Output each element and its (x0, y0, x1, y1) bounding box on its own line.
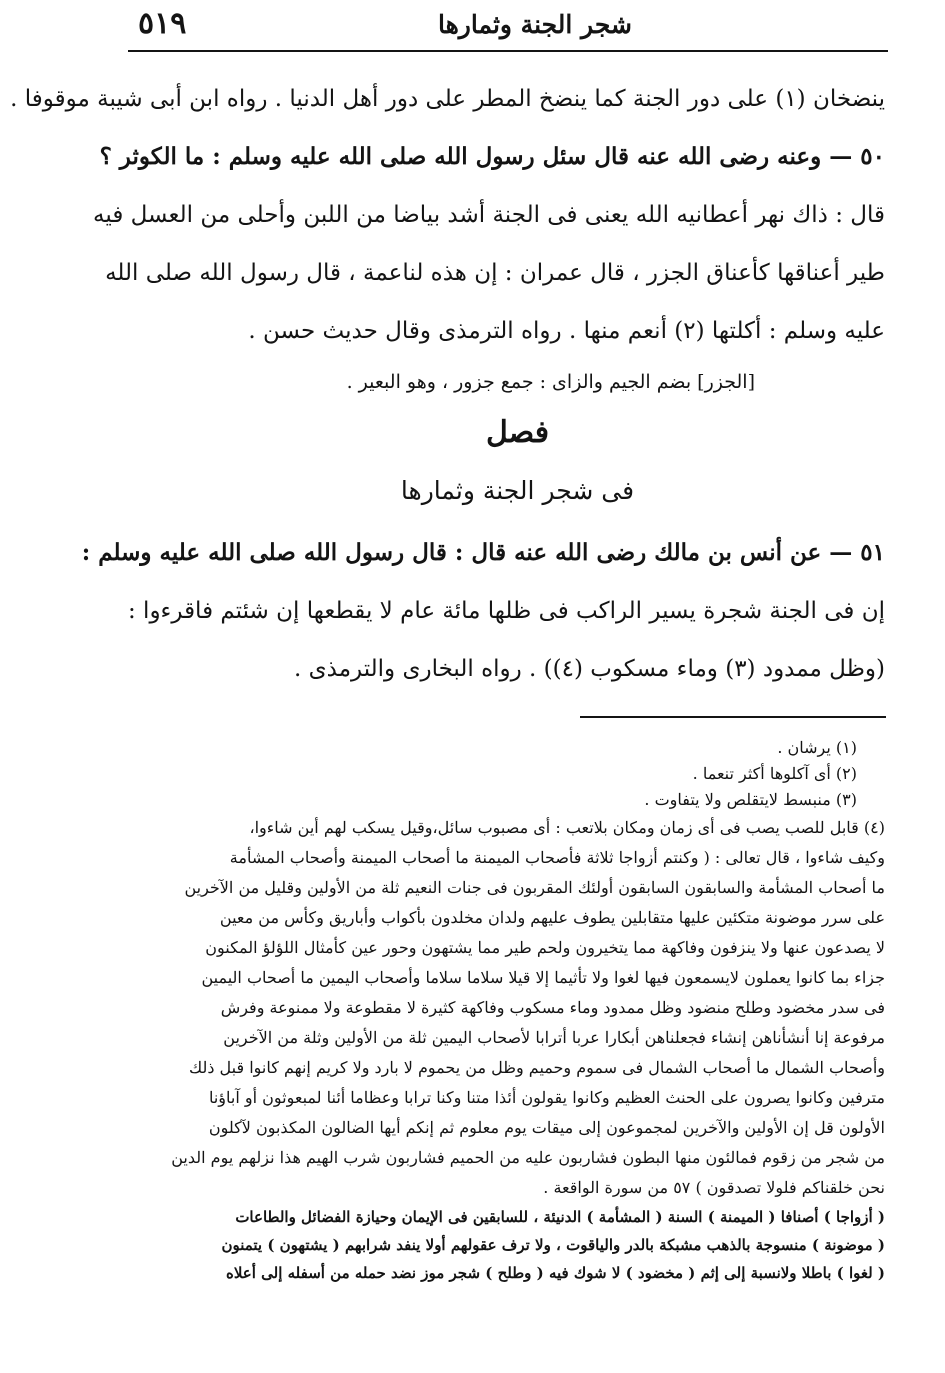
footnote-4-line: لا يصدعون عنها ولا ينزفون وفاكهة مما يتخيرون ولحم طير مما يشتهون وحور عين كأمثال اللؤلؤ المكنون (205, 938, 885, 957)
page-header (128, 6, 888, 46)
glossary-line: ( لغوا ) باطلا ولانسبة إلى إثم ( مخضود ) لا شوك فيه ( وطلح ) شجر موز نضد حمله من أسفله إلى أعلاه (225, 1264, 885, 1282)
body-line: قال : ذاك نهر أعطانيه الله يعنى فى الجنة أشد بياضا من اللبن وأحلى من العسل فيه (93, 202, 885, 228)
word-gloss: [الجزر] بضم الجيم والزاى : جمع جزور ، وهو البعير . (346, 371, 755, 393)
footnotes (130, 735, 885, 1287)
footnote-4-line: وكيف شاءوا ، قال تعالى : ( وكنتم أزواجا ثلاثة فأصحاب الميمنة ما أصحاب الميمنة وأصحاب المشأمة (229, 848, 885, 867)
page-number: ٥١٩ (138, 6, 187, 41)
footnote-4-line: وأصحاب الشمال ما أصحاب الشمال فى سموم وحميم وظل من يحموم لا بارد ولا كريم إنهم كانوا قبل ذلك (188, 1058, 885, 1077)
footnote-rule (580, 716, 886, 718)
section-subheading: فى شجر الجنة وثمارها (400, 476, 635, 505)
hadith-50-line: ٥٠ — وعنه رضى الله عنه قال سئل رسول الله صلى الله عليه وسلم : ما الكوثر ؟ (99, 143, 885, 170)
main-text (10, 70, 885, 698)
footnote-4-line: مترفين وكانوا يصرون على الحنث العظيم وكانوا يقولون أئذا متنا وكنا ترابا وعظاما أئنا لمبعوثون أو آباؤنا (208, 1088, 885, 1107)
footnote-3: (٣) منبسط لايتقلص ولا يتفاوت . (644, 790, 857, 809)
glossary-line: ( أزواجا ) أصنافا ( الميمنة ) السنة ( المشأمة ) الدنيئة ، للسابقين فى الإيمان وحيازة الفضائل والطاعات (235, 1208, 885, 1226)
footnote-4-line: على سرر موضونة متكئين عليها متقابلين يطوف عليهم ولدان مخلدون بأكواب وأباريق وكأس من معين (219, 908, 885, 927)
body-line: إن فى الجنة شجرة يسير الراكب فى ظلها مائة عام لا يقطعها إن شئتم فاقرءوا : (128, 598, 885, 624)
footnote-4-line: نحن خلقناكم فلولا تصدقون ) ٥٧ من سورة الواقعة . (543, 1178, 885, 1197)
footnote-4-line: جزاء بما كانوا يعملون لايسمعون فيها لغوا ولا تأثيما إلا قيلا سلاما سلاما وأصحاب اليمين ما أصحاب اليمين (201, 968, 885, 987)
footnote-4-line: ما أصحاب المشأمة والسابقون السابقون أولئك المقربون فى جنات النعيم ثلة من الأولين وقليل من الآخرين (184, 878, 885, 897)
glossary-line: ( موضونة ) منسوجة بالذهب مشبكة بالدر والياقوت ، ولا ترف عقولهم أولا ينفد شرابهم ( يشتهون ) يتمنون (221, 1236, 885, 1254)
hadith-51-line: ٥١ — عن أنس بن مالك رضى الله عنه قال : قال رسول الله صلى الله عليه وسلم : (81, 539, 885, 566)
body-line: ينضخان (١) على دور الجنة كما ينضخ المطر على دور أهل الدنيا . رواه ابن أبى شيبة موقوفا . (10, 86, 885, 112)
footnote-4-line: مرفوعة إنا أنشأناهن إنشاء فجعلناهن أبكارا عربا أترابا لأصحاب اليمين ثلة من الأولين وثلة من الآخرين (223, 1028, 885, 1047)
section-heading: فصل (485, 415, 550, 450)
footnote-4-line: الأولون قل إن الأولين والآخرين لمجموعون إلى ميقات يوم معلوم ثم إنكم أيها الضالون المكذبون لآكلون (208, 1118, 885, 1137)
footnote-4-line: من شجر من زقوم فمالئون منها البطون فشاربون عليه من الحميم فشاربون شرب الهيم هذا نزلهم يوم الدين (171, 1148, 885, 1167)
footnote-2: (٢) أى آكلوها أكثر تنعما . (692, 764, 857, 783)
body-line: (وظل ممدود (٣) وماء مسكوب (٤)) . رواه البخارى والترمذى . (294, 656, 885, 682)
running-title: شجر الجنة وثمارها (438, 10, 632, 39)
footnote-4-line: (٤) قابل للصب يصب فى أى زمان ومكان بلاتعب : أى مصبوب سائل،وقيل يسكب لهم أين شاءوا، (249, 818, 885, 837)
header-rule (128, 50, 888, 52)
footnote-4-line: فى سدر مخضود وطلح منضود وظل ممدود وماء مسكوب وفاكهة كثيرة لا مقطوعة ولا ممنوعة وفرش (220, 998, 885, 1017)
body-line: عليه وسلم : أكلتها (٢) أنعم منها . رواه الترمذى وقال حديث حسن . (248, 318, 885, 344)
body-line: طير أعناقها كأعناق الجزر ، قال عمران : إن هذه لناعمة ، قال رسول الله صلى الله (105, 260, 885, 286)
footnote-1: (١) يرشان . (777, 738, 857, 757)
